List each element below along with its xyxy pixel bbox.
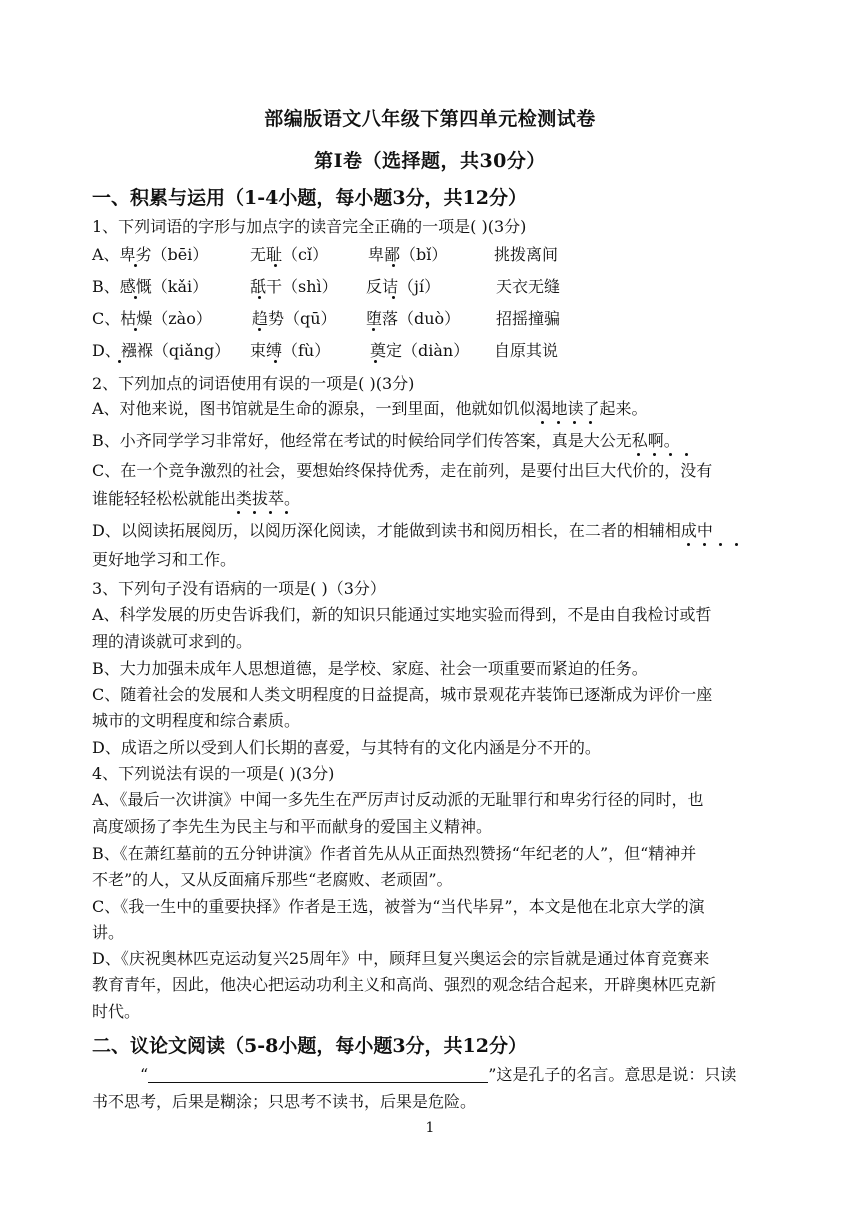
q1-d-2: 束缚（fù） [250,341,331,360]
q4-option-d-line3: 时代。 [92,1002,141,1021]
q4-option-d-line1: D、《庆祝奥林匹克运动复兴25周年》中，顾拜旦复兴奥运会的宗旨就是通过体育竞赛来 [92,949,710,968]
q1-stem: 1、下列词语的字形与加点字的读音完全正确的一项是( )(3分) [92,217,527,236]
q1-a-3: 卑鄙（bǐ） [368,245,448,264]
q1-b-1: B、感慨（kǎi） [92,277,209,296]
q4-option-a-line2: 高度颂扬了李先生为民主与和平而献身的爱国主义精神。 [92,817,493,836]
emphasis-dot [372,328,375,331]
q1-c-4: 招摇撞骗 [496,309,561,328]
emphasis-dot [703,543,706,546]
q3-stem: 3、下列句子没有语病的一项是( )（3分） [92,579,386,598]
emphasis-dot [541,421,544,424]
q1-b-3: 反诘（jí） [366,277,441,296]
emphasis-dot [719,543,722,546]
reading-line1 [140,1064,780,1086]
exam-title: 部编版语文八年级下第四单元检测试卷 [264,108,596,130]
emphasis-dot [685,453,688,456]
section-heading-2: 二、议论文阅读（5-8小题，每小题3分，共12分） [92,1035,527,1057]
q1-d-3: 奠定（diàn） [370,341,470,360]
q1-c-1: C、枯燥（zào） [92,309,212,328]
emphasis-dot [269,511,272,514]
q1-b-4: 天衣无缝 [496,277,561,296]
q4-option-d-line2: 教育青年，因此，他决心把运动功利主义和高尚、强烈的观念结合起来，开辟奥林匹克新 [92,975,717,994]
q2-option-c-line2: 谁能轻轻松松就能出类拔萃。 [92,489,301,508]
q3-option-d: D、成语之所以受到人们长期的喜爱，与其特有的文化内涵是分不开的。 [92,738,601,757]
q1-b-2: 舐干（shì） [250,277,338,296]
q1-d-4: 自原其说 [494,341,559,360]
q2-option-d-line1: D、以阅读拓展阅历，以阅历深化阅读，才能做到读书和阅历相长，在二者的相辅相成中 [92,521,713,540]
emphasis-dot [735,543,738,546]
section-heading-1: 一、积累与运用（1-4小题，每小题3分，共12分） [92,187,527,209]
q2-option-a: A、对他来说，图书馆就是生命的源泉，一到里面，他就如饥似渴地读了起来。 [92,399,648,418]
emphasis-dot [274,360,277,363]
q3-option-a-line1: A、科学发展的历史告诉我们，新的知识只能通过实地实验而得到，不是由自我检讨或哲 [92,605,712,624]
q3-option-c-line1: C、随着社会的发展和人类文明程度的日益提高，城市景观花卉装饰已逐渐成为评价一座 [92,685,713,704]
emphasis-dot [274,264,277,267]
reading-line1-rest: ”这是孔子的名言。意思是说：只读 [488,1065,737,1084]
emphasis-dot [653,453,656,456]
page-number: 1 [425,1120,435,1136]
open-quote: “ [140,1065,149,1084]
q4-option-b-line1: B、《在萧红墓前的五分钟讲演》作者首先从从正面热烈赞扬“年纪老的人”，但“精神并 [92,844,697,863]
q4-option-a-line1: A、《最后一次讲演》中闻一多先生在严厉声讨反动派的无耻罪行和卑劣行径的同时，也 [92,790,704,809]
emphasis-dot [118,360,121,363]
emphasis-dot [134,264,137,267]
q4-option-b-line2: 不老”的人，又从反面痛斥那些“老腐败、老顽固”。 [92,870,453,889]
q2-stem: 2、下列加点的词语使用有误的一项是( )(3分) [92,374,415,393]
emphasis-dot [687,543,690,546]
q3-option-b: B、大力加强未成年人思想道德，是学校、家庭、社会一项重要而紧迫的任务。 [92,659,648,678]
reading-line2: 书不思考，后果是糊涂；只思考不读书，后果是危险。 [92,1092,477,1111]
emphasis-dot [637,453,640,456]
emphasis-dot [237,511,240,514]
q3-option-c-line2: 城市的文明程度和综合素质。 [92,711,301,730]
emphasis-dot [134,296,137,299]
q2-option-b: B、小齐同学学习非常好，他经常在考试的时候给同学们传答案，真是大公无私啊。 [92,431,680,450]
emphasis-dot [374,360,377,363]
q1-d-1: D、襁褓（qiǎng） [92,341,231,360]
emphasis-dot [392,296,395,299]
fill-in-blank[interactable] [148,1066,488,1083]
q3-option-a-line2: 理的清谈就可求到的。 [92,632,253,651]
q4-option-c-line2: 讲。 [92,923,125,942]
q1-c-2: 趋势（qū） [252,309,337,328]
emphasis-dot [589,421,592,424]
emphasis-dot [669,453,672,456]
emphasis-dot [285,511,288,514]
q2-option-d-line2: 更好地学习和工作。 [92,550,237,569]
q2-option-c-line1: C、在一个竞争激烈的社会，要想始终保持优秀，走在前列，是要付出巨大代价的，没有 [92,461,713,480]
emphasis-dot [557,421,560,424]
exam-subtitle: 第Ⅰ卷（选择题，共30分） [314,150,546,172]
q1-a-4: 挑拨离间 [494,245,559,264]
emphasis-dot [392,264,395,267]
q1-a-2: 无耻（cǐ） [250,245,329,264]
emphasis-dot [573,421,576,424]
q4-stem: 4、下列说法有误的一项是( )(3分) [92,764,335,783]
emphasis-dot [253,511,256,514]
emphasis-dot [258,296,261,299]
q1-a-1: A、卑劣（bēi） [92,245,209,264]
emphasis-dot [258,328,261,331]
q1-c-3: 堕落（duò） [366,309,461,328]
q4-option-c-line1: C、《我一生中的重要抉择》作者是王选，被誉为“当代毕昇”，本文是他在北京大学的演 [92,897,705,916]
emphasis-dot [134,328,137,331]
